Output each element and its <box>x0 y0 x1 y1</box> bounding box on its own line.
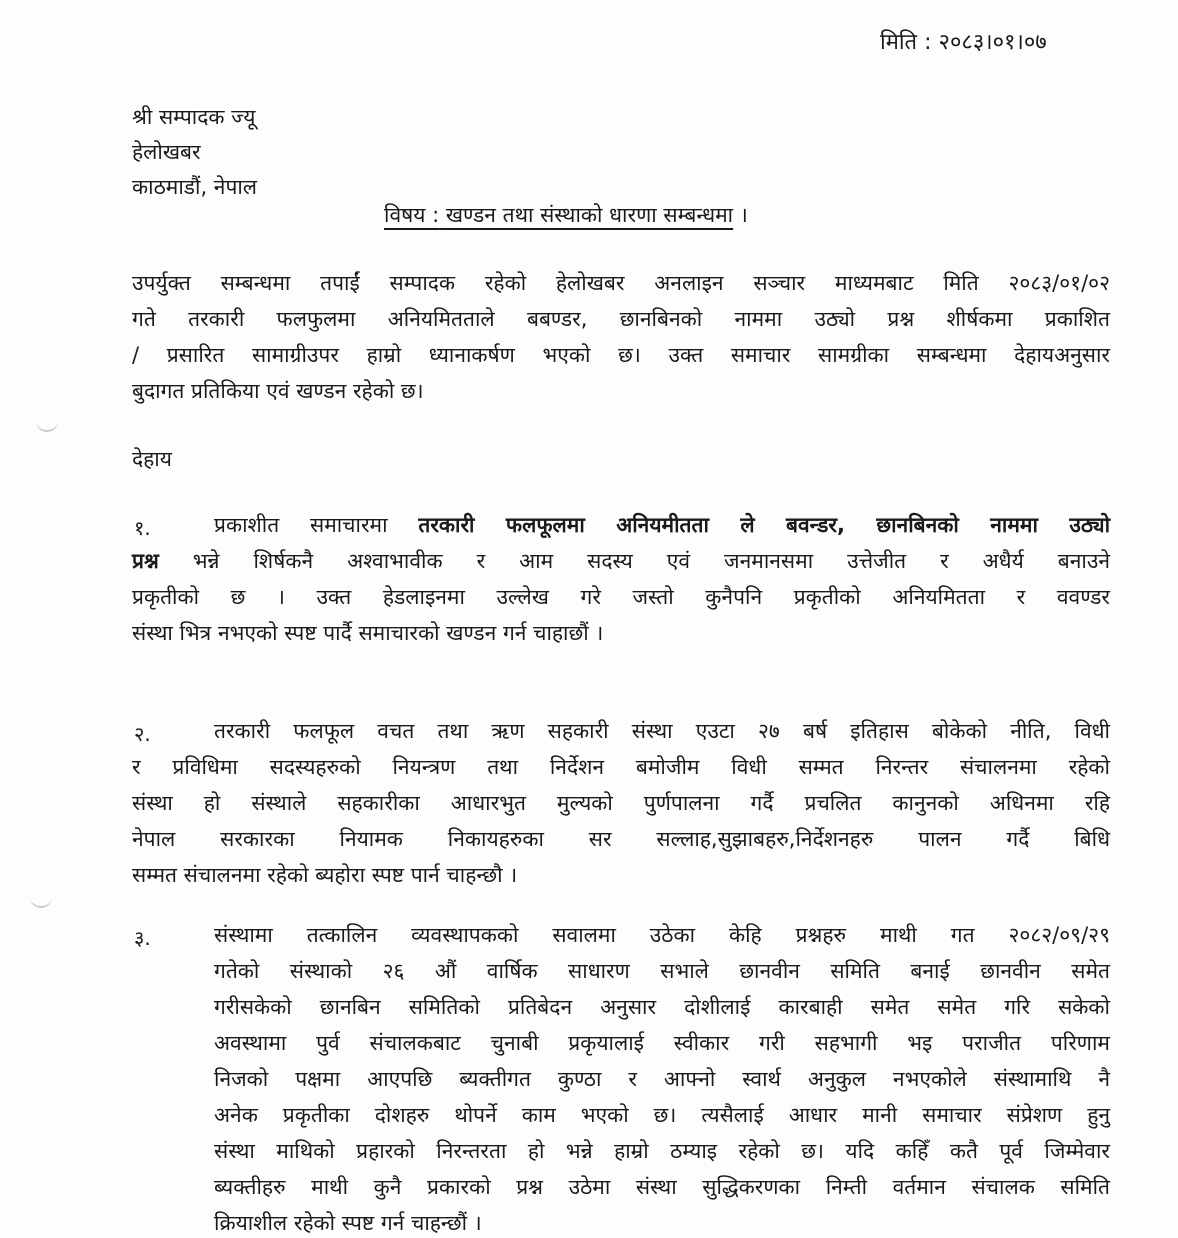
intro-line: बुदागत प्रतिकिया एवं खण्डन रहेको छ। <box>132 379 424 403</box>
point-2-line: संस्था हो संस्थाले सहकारीका आधारभुत मुल्यको पुर्णपालना गर्दै प्रचलित कानुनको अधिनमा रहि <box>132 791 1110 815</box>
point-2-line: र प्रविधिमा सदस्यहरुको नियन्त्रण तथा निर्देशन बमोजीम विधी सम्मत निरन्तर संचालनमा रहेको <box>132 755 1110 779</box>
point-1-text: भन्ने शिर्षकनै अश्वाभावीक र आम सदस्य एवं जनमानसमा उत्तेजीत र अधैर्य बनाउने <box>158 549 1110 573</box>
subject-label: विषय : <box>384 203 440 227</box>
point-3-line: संस्थामा तत्कालिन व्यवस्थापकको सवालमा उठेका केहि प्रश्नहरु माथी गत २०८२/०९/२९ <box>214 923 1110 947</box>
dehaya-heading: देहाय <box>132 447 172 471</box>
point-2-line: नेपाल सरकारका नियामक निकायहरुका सर सल्लाह,सुझाबहरु,निर्देशनहरु पालन गर्दै बिधि <box>132 827 1110 851</box>
recipient-organization: हेलोखबर <box>132 140 201 164</box>
point-3-line: गतेको संस्थाको २६ औं वार्षिक साधारण सभाले छानवीन समिति बनाई छानवीन समेत <box>214 959 1110 983</box>
headline-quote-end: प्रश्न <box>132 549 159 573</box>
point-1-line: प्रकृतीको छ । उक्त हेडलाइनमा उल्लेख गरे जस्तो कुनैपनि प्रकृतीको अनियमितता र ववण्डर <box>132 585 1110 609</box>
letter-date <box>880 28 1047 58</box>
date-label: मिति : <box>880 30 932 55</box>
recipient-address: काठमाडौं, नेपाल <box>132 175 258 199</box>
subject-end: । <box>739 203 748 227</box>
point-3-line: ब्यक्तीहरु माथी कुनै प्रकारको प्रश्न उठेमा संस्था सुद्धिकरणका निम्ती वर्तमान संचालक समिति <box>214 1175 1110 1199</box>
point-1-line <box>214 510 1110 540</box>
intro-line: / प्रसारित सामाग्रीउपर हाम्रो ध्यानाकर्षण भएको छ। उक्त समाचार सामग्रीका सम्बन्धमा देहायअनुसार <box>132 343 1110 367</box>
point-3-line: अनेक प्रकृतीका दोशहरु थोपर्ने काम भएको छ। त्यसैलाई आधार मानी समाचार संप्रेशण हुनु <box>214 1103 1110 1127</box>
headline-quote: तरकारी फलफूलमा अनियमीतता ले बवन्डर, छानबिनको नाममा उठ्यो <box>418 513 1111 537</box>
point-number: १. <box>134 516 151 540</box>
subject-text: खण्डन तथा संस्थाको धारणा सम्बन्धमा <box>445 203 734 227</box>
point-1-text: प्रकाशीत समाचारमा <box>214 513 419 537</box>
recipient-name: श्री सम्पादक ज्यू <box>132 105 256 129</box>
point-2-line: तरकारी फलफूल वचत तथा ऋण सहकारी संस्था एउटा २७ बर्ष इतिहास बोकेको नीति, विधी <box>214 719 1110 743</box>
point-2-line: सम्मत संचालनमा रहेको ब्यहोरा स्पष्ट पार्न चाहन्छौ । <box>132 863 518 887</box>
point-number: ३. <box>134 926 151 950</box>
intro-line: उपर्युक्त सम्बन्धमा तपाईं सम्पादक रहेको हेलोखबर अनलाइन सञ्चार माध्यमबाट मिति २०८३/०१/०२ <box>132 271 1110 295</box>
point-1-line: संस्था भित्र नभएको स्पष्ट पार्दै समाचारको खण्डन गर्न चाहाछौं । <box>132 621 604 645</box>
point-3-line: गरीसकेको छानबिन समितिको प्रतिबेदन अनुसार दोशीलाई कारबाही समेत समेत गरि सकेको <box>214 995 1110 1019</box>
subject-line <box>384 200 748 230</box>
point-3-line: निजको पक्षमा आएपछि ब्यक्तीगत कुण्ठा र आफ्नो स्वार्थ अनुकुल नभएकोले संस्थामाथि नै <box>214 1067 1110 1091</box>
scan-mark <box>36 420 58 432</box>
date-value: २०८३।०१।०७ <box>938 30 1047 55</box>
point-3-line: क्रियाशील रहेको स्पष्ट गर्न चाहन्छौं । <box>214 1211 482 1235</box>
point-1-line <box>132 546 1110 576</box>
scan-mark <box>30 896 52 908</box>
point-number: २. <box>134 722 151 746</box>
intro-line: गते तरकारी फलफुलमा अनियमितताले बबण्डर, छानबिनको नाममा उठ्यो प्रश्न शीर्षकमा प्रकाशित <box>132 307 1110 331</box>
point-3-line: संस्था माथिको प्रहारको निरन्तरता हो भन्ने हाम्रो ठम्याइ रहेको छ। यदि कहिँ कतै पूर्व जिम्मेवार <box>214 1139 1110 1163</box>
point-3-line: अवस्थामा पुर्व संचालकबाट चुनाबी प्रकृयालाई स्वीकार गरी सहभागी भइ पराजीत परिणाम <box>214 1031 1110 1055</box>
